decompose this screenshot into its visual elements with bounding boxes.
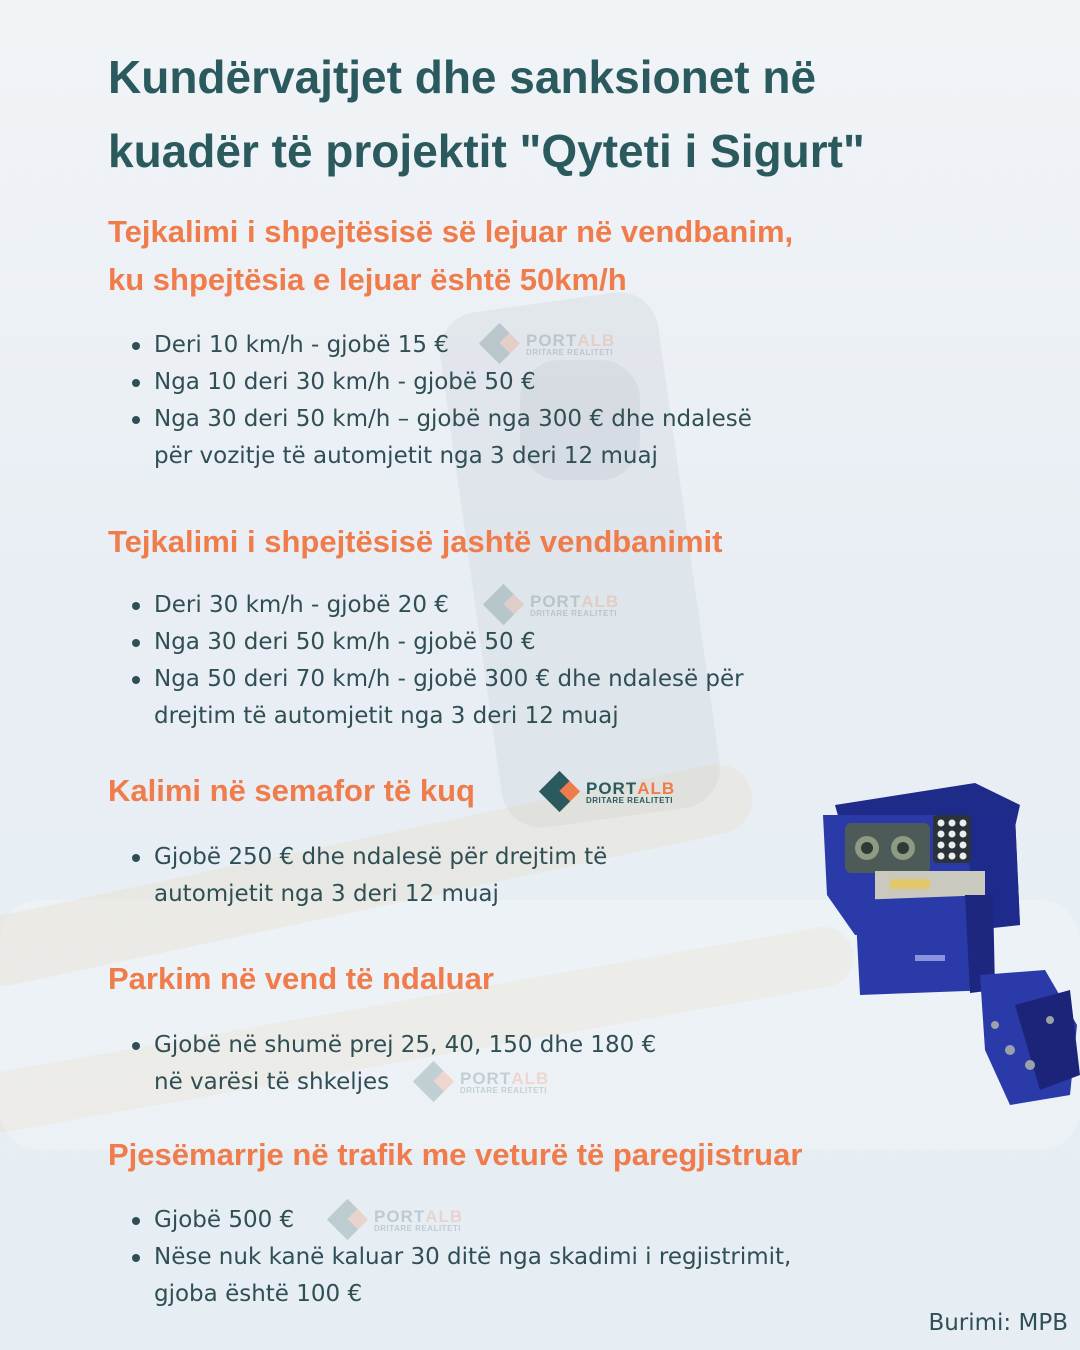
portalb-logo-icon <box>480 324 520 364</box>
portalb-logo-icon <box>484 585 524 625</box>
heading-line-1: Pjesëmarrje në trafik me veturë të paregjistruar <box>108 1137 803 1172</box>
portalb-logo-icon <box>540 772 580 812</box>
portalb-logo: PORTALB DRITARE REALITETI <box>540 772 675 812</box>
section-heading-urban-speeding <box>108 208 793 304</box>
title-line-2: kuadër të projektit "Qyteti i Sigurt" <box>108 125 865 177</box>
list-urban-speeding <box>130 327 752 475</box>
portalb-watermark: PORTALB DRITARE REALITETI <box>480 324 615 364</box>
portalb-logo-icon <box>328 1200 368 1240</box>
section-heading-unregistered-vehicle <box>108 1131 802 1179</box>
list-item: Nga 30 deri 50 km/h - gjobë 50 € <box>130 624 744 661</box>
list-item: Nga 30 deri 50 km/h – gjobë nga 300 € dhe ndalesë për vozitje të automjetit nga 3 deri 12 muaj <box>130 401 752 475</box>
list-item: Nga 50 deri 70 km/h - gjobë 300 € dhe ndalesë për drejtim të automjetit nga 3 deri 12 muaj <box>130 661 744 735</box>
heading-line-1: Tejkalimi i shpejtësisë jashtë vendbanimit <box>108 524 723 559</box>
list-item: Nga 10 deri 30 km/h - gjobë 50 € <box>130 364 752 401</box>
list-item: Nëse nuk kanë kaluar 30 ditë nga skadimi i regjistrimit, gjoba është 100 € <box>130 1239 791 1313</box>
list-item: Deri 10 km/h - gjobë 15 € <box>130 327 752 364</box>
portalb-logo-icon <box>414 1062 454 1102</box>
section-heading-rural-speeding <box>108 518 722 566</box>
traffic-camera-icon <box>815 775 1080 1115</box>
list-red-light <box>130 839 607 913</box>
heading-line-1: Tejkalimi i shpejtësisë së lejuar në vendbanim, <box>108 214 794 249</box>
source-note: Burimi: MPB <box>928 1310 1068 1336</box>
list-item: Gjobë 250 € dhe ndalesë për drejtim të automjetit nga 3 deri 12 muaj <box>130 839 607 913</box>
list-item: Deri 30 km/h - gjobë 20 € <box>130 587 744 624</box>
portalb-watermark: PORTALB DRITARE REALITETI <box>328 1200 463 1240</box>
list-rural-speeding <box>130 587 744 735</box>
heading-line-1: Kalimi në semafor të kuq <box>108 773 475 808</box>
list-item: Gjobë në shumë prej 25, 40, 150 dhe 180 € në varësi të shkeljes <box>130 1027 656 1101</box>
section-heading-illegal-parking <box>108 955 494 1003</box>
page-title <box>108 40 1008 188</box>
list-item: Gjobë 500 € <box>130 1202 791 1239</box>
list-illegal-parking <box>130 1027 656 1101</box>
title-line-1: Kundërvajtjet dhe sanksionet në <box>108 51 817 103</box>
portalb-watermark: PORTALB DRITARE REALITETI <box>414 1062 549 1102</box>
heading-line-2: ku shpejtësia e lejuar është 50km/h <box>108 262 627 297</box>
section-heading-red-light <box>108 767 475 815</box>
heading-line-1: Parkim në vend të ndaluar <box>108 961 494 996</box>
portalb-watermark: PORTALB DRITARE REALITETI <box>484 585 619 625</box>
